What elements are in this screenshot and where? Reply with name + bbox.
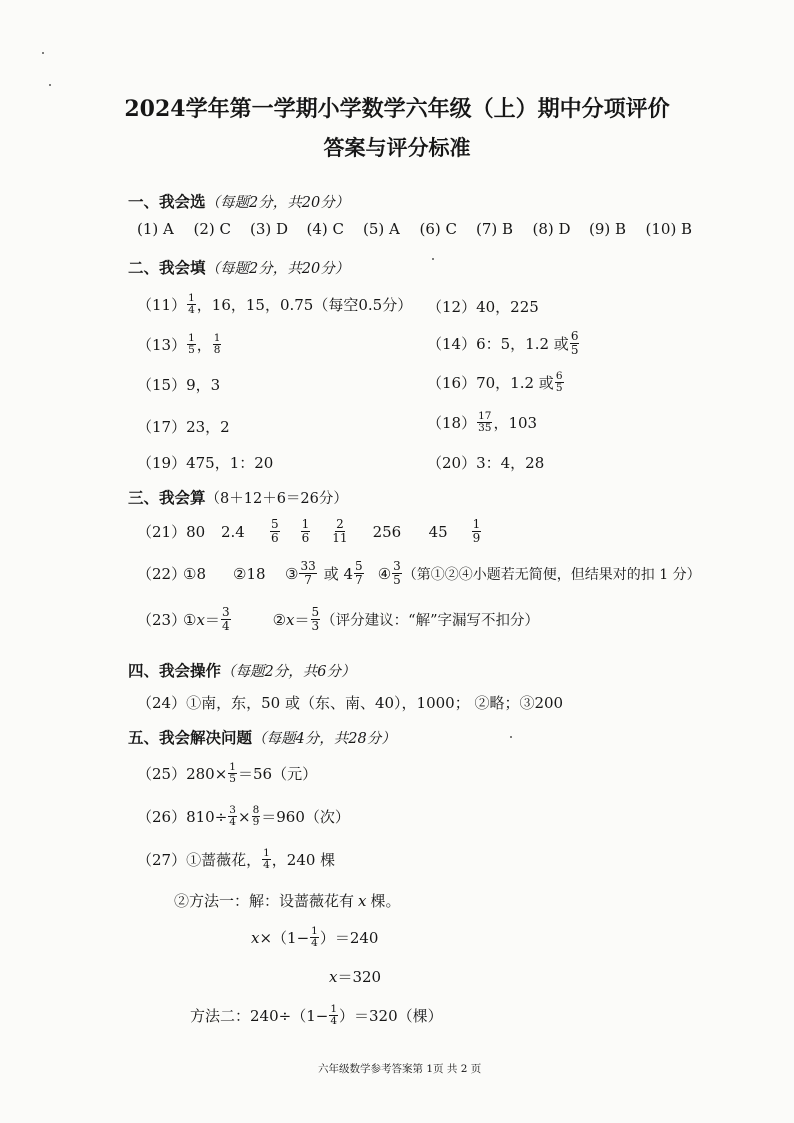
answer-10: (10) B (645, 220, 693, 238)
section-4-heading: 四、我会操作（每题2分，共6分） (128, 661, 356, 680)
page-footer: 六年级数学参考答案第 1页 共 2 页 (318, 1063, 482, 1075)
answer-7: (7) B (476, 220, 514, 238)
page-subtitle: 答案与评分标准 (323, 135, 471, 160)
answer-19: （19）475，1：20 (137, 454, 274, 472)
answer-23: （23） ① x ＝ $\frac{3}{4}$ ② x ＝ $\frac{5}{3}$ （评分建议：“解”字漏写不扣分） (137, 605, 539, 633)
answer-12: （12）40，225 (427, 298, 539, 316)
answer-26: （26）810÷ $\frac{3}{4}$ × $\frac{8}{9}$ ＝960（次） (137, 804, 350, 828)
section-1-answers (137, 220, 702, 238)
answer-6: (6) C (419, 220, 457, 238)
answer-17: （17）23，2 (137, 418, 230, 436)
answer-27: （27）①蔷薇花， $\frac{1}{4}$ ，240 棵 (137, 847, 336, 871)
answer-8: (8) D (532, 220, 571, 238)
answer-4: (4) C (306, 220, 344, 238)
method-1-equation: x ×（1− $\frac{1}{4}$ ）＝240 (251, 925, 379, 949)
answer-1: (1) A (137, 220, 174, 238)
answer-5: (5) A (363, 220, 400, 238)
answer-20: （20）3：4，28 (427, 454, 545, 472)
answer-16: （16）70，1.2 或 $\frac{6}{5}$ (427, 370, 563, 394)
method-1-result: x ＝320 (329, 967, 382, 986)
page-title: 2024学年第一学期小学数学六年级（上）期中分项评价 (124, 96, 670, 122)
answer-18: （18） $\frac{17}{35}$ ，103 (427, 410, 538, 434)
answer-14: （14）6：5，1.2 或 $\frac{6}{5}$ (427, 329, 579, 357)
method-1-setup: ②方法一：解：设蔷薇花有 x 棵。 (174, 891, 401, 910)
answer-3: (3) D (250, 220, 289, 238)
answer-24: （24）①南，东，50 或（东、南、40），1000； ②略；③200 (137, 694, 564, 712)
section-5-heading: 五、我会解决问题（每题4分，共28分） (128, 728, 396, 747)
answer-22: （22） ①8 ②18 ③ $\frac{33}{7}$ 或 4 $\frac{5}{7}$ ④ $\frac{3}{5}$ （第①②④小题若无简便，但结果对的扣 1 分） (137, 559, 701, 587)
section-1-heading: 一、我会选（每题2分，共20分） (128, 192, 350, 211)
answer-15: （15）9，3 (137, 376, 221, 394)
answer-9: (9) B (589, 220, 627, 238)
method-2: 方法二：240÷（1− $\frac{1}{4}$ ）＝320（棵） (190, 1003, 443, 1027)
section-3-heading: 三、我会算（8＋12＋6＝26分） (128, 488, 348, 507)
answer-2: (2) C (193, 220, 231, 238)
answer-25: （25）280× $\frac{1}{5}$ ＝56（元） (137, 761, 318, 785)
answer-13: （13） $\frac{1}{5}$ ， $\frac{1}{8}$ (137, 332, 221, 356)
section-2-heading: 二、我会填（每题2分，共20分） (128, 258, 350, 277)
answer-21: （21）80 2.4 $\frac{5}{6}$ $\frac{1}{6}$ $\frac{2}{11}$ 256 45 $\frac{1}{9}$ (137, 517, 481, 545)
answer-11: （11） $\frac{1}{4}$ ，16，15，0.75（每空0.5分） (137, 292, 413, 316)
